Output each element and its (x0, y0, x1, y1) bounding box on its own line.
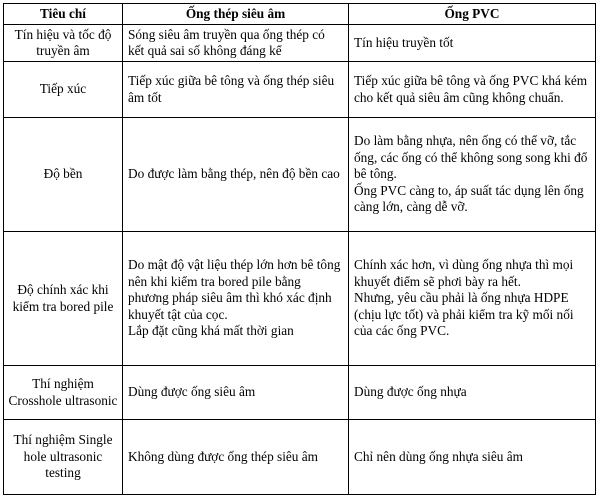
steel-text: Dùng được ống siêu âm (128, 384, 256, 400)
pvc-cell (349, 232, 596, 366)
pvc-text: Chính xác hơn, vì dùng ống nhựa thì mọi khuyết điểm sẽ phơi bày ra hết. (354, 257, 574, 289)
table-row (4, 118, 596, 232)
criterion-cell: Độ chính xác khi kiểm tra bored pile (4, 232, 123, 366)
pvc-cell (349, 420, 596, 495)
steel-text: Không dùng được ống thép siêu âm (128, 448, 319, 464)
steel-text: Tiếp xúc giữa bê tông và ống thép siêu âm tốt (128, 73, 335, 105)
steel-cell (123, 232, 349, 366)
steel-text: Sóng siêu âm truyền qua ống thép có kết quả sai số không đáng kể (128, 26, 325, 58)
header-pvc-pipe: Ống PVC (349, 4, 596, 25)
steel-cell (123, 25, 349, 62)
criterion-cell: Độ bền (4, 118, 123, 232)
steel-cell (123, 118, 349, 232)
pvc-cell (349, 25, 596, 62)
table-row (4, 420, 596, 495)
steel-cell (123, 366, 349, 420)
table-row (4, 232, 596, 366)
pvc-cell (349, 62, 596, 118)
steel-cell (123, 62, 349, 118)
criterion-cell: Thí nghiệm Crosshole ultrasonic (4, 366, 123, 420)
criterion-cell: Tiếp xúc (4, 62, 123, 118)
pvc-text: Dùng được ống nhựa (354, 384, 467, 400)
table-row (4, 25, 596, 62)
pvc-cell (349, 118, 596, 232)
pvc-text: Nhưng, yêu cầu phải là ống nhựa HDPE (chịu lực tốt) và phải kiểm tra kỹ mối nối của các ống PVC. (354, 290, 574, 339)
criterion-cell: Thí nghiệm Single hole ultrasonic testing (4, 420, 123, 495)
pvc-text: Chỉ nên dùng ống nhựa siêu âm (354, 448, 523, 464)
pvc-text: Tiếp xúc giữa bê tông và ống PVC khá kém cho kết quả siêu âm cũng không chuẩn. (354, 73, 588, 105)
pvc-text: Tín hiệu truyền tốt (354, 34, 454, 50)
header-criterion: Tiêu chí (4, 4, 123, 25)
steel-text: Do được làm bằng thép, nên độ bền cao (128, 166, 340, 182)
header-steel-pipe: Ống thép siêu âm (123, 4, 349, 25)
steel-text: Do mật độ vật liệu thép lớn hơn bê tông nên khi kiểm tra bored pile bằng phương pháp siêu âm thì khó xác định khuyết tật của cọc. (128, 257, 341, 322)
table-row (4, 366, 596, 420)
table-row (4, 62, 596, 118)
criterion-cell: Tín hiệu và tốc độ truyền âm (4, 25, 123, 62)
comparison-table (3, 3, 596, 495)
pvc-text: Ống PVC càng to, áp suất tác dụng lên ống càng lớn, càng dễ vỡ. (354, 182, 584, 215)
pvc-cell (349, 366, 596, 420)
table-header-row (4, 4, 596, 25)
steel-text: Lắp đặt cũng khá mất thời gian (128, 323, 294, 339)
steel-cell (123, 420, 349, 495)
pvc-text: Do làm bằng nhựa, nên ống có thể vỡ, tắc ống, các ống có thể không song song khi đổ bê tông. (354, 133, 588, 182)
